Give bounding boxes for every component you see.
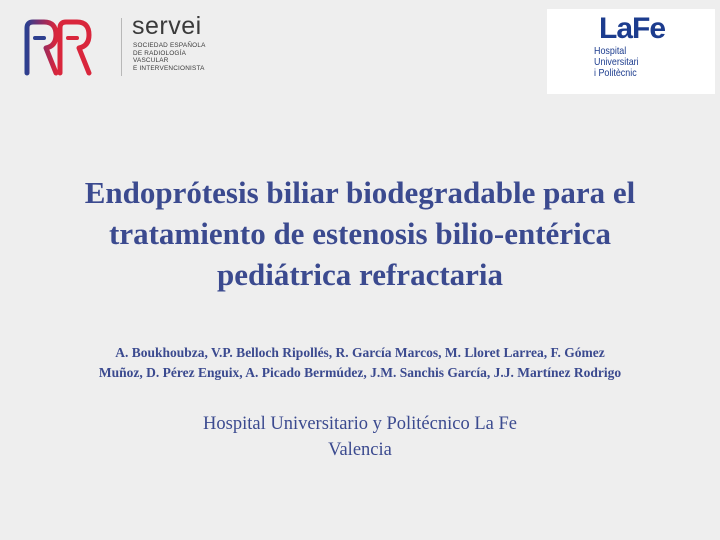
author-list — [20, 343, 700, 383]
lafe-logo — [547, 9, 715, 94]
servei-r-mark-icon — [22, 18, 92, 76]
lafe-logo-line: Hospital — [594, 45, 627, 57]
lafe-logo-lines — [594, 46, 639, 79]
lafe-logo-line: Universitari — [594, 56, 639, 68]
institution-name: Hospital Universitario y Politécnico La Fe — [203, 414, 517, 434]
servei-subtitle-line: SOCIEDAD ESPAÑOLA — [133, 42, 206, 49]
slide-title — [20, 172, 700, 295]
title-line: pediátrica refractaria — [216, 257, 504, 292]
lafe-logo-text: LaFe — [599, 12, 666, 45]
lafe-logo-line: i Politècnic — [594, 67, 637, 79]
servei-subtitle — [133, 42, 206, 72]
servei-wordmark: servei — [132, 12, 202, 40]
servei-subtitle-line: DE RADIOLOGÍA — [133, 49, 187, 57]
servei-subtitle-line: E INTERVENCIONISTA — [133, 64, 205, 72]
servei-logo — [22, 12, 206, 78]
servei-subtitle-line: VASCULAR — [133, 57, 169, 65]
author-line: A. Boukhoubza, V.P. Belloch Ripollés, R. García Marcos, M. Lloret Larrea, F. Gómez — [115, 345, 605, 360]
institution — [20, 411, 700, 463]
institution-city: Valencia — [328, 440, 392, 460]
title-line: tratamiento de estenosis bilio-entérica — [109, 216, 611, 251]
title-line: Endoprótesis biliar biodegradable para el — [84, 175, 636, 210]
author-line: Muñoz, D. Pérez Enguix, A. Picado Bermúdez, J.M. Sanchis García, J.J. Martínez Rodrigo — [98, 365, 622, 380]
servei-divider — [121, 18, 122, 76]
